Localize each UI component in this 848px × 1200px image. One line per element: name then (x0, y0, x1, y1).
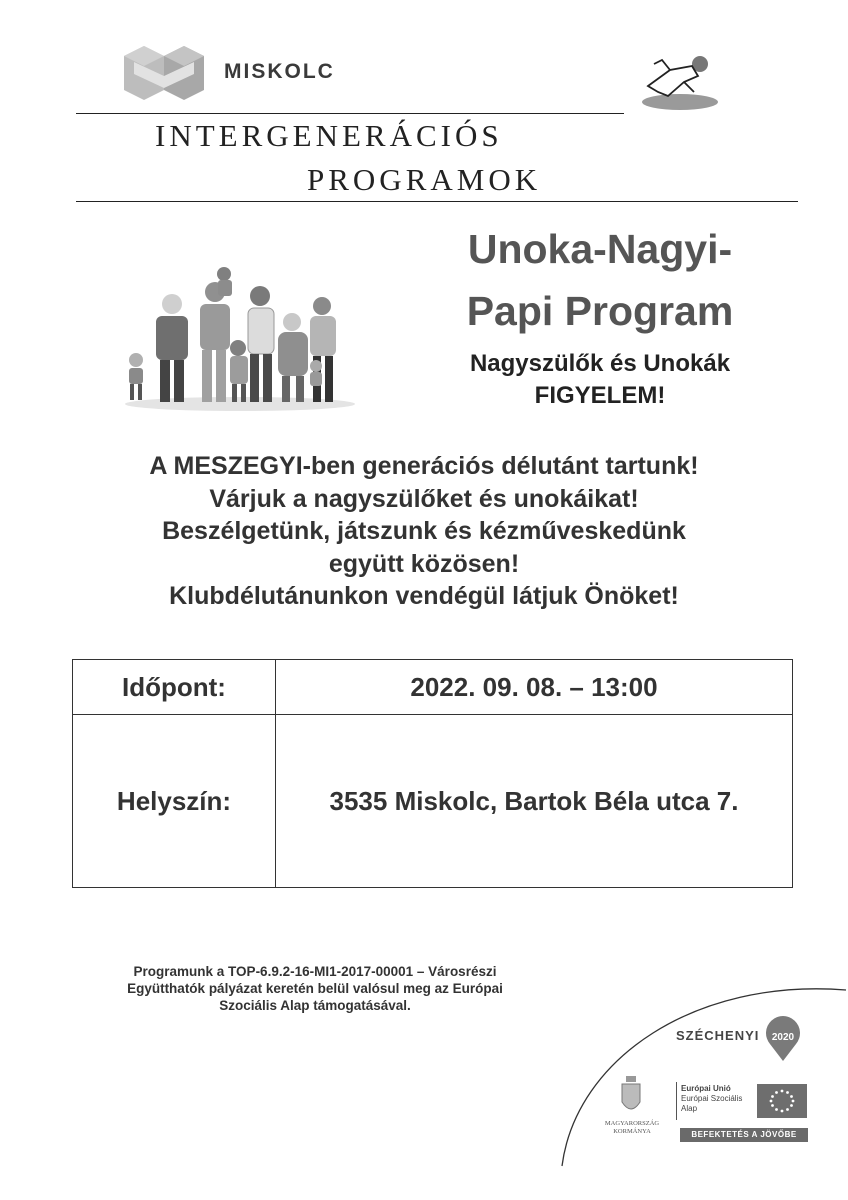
table-row-time (73, 660, 793, 715)
event-info-table (72, 659, 793, 888)
funding-line: Együtthatók pályázat keretén belül valósul meg az Európai (127, 981, 503, 996)
szechenyi-badge-text: 2020 (771, 1032, 795, 1043)
funding-notice (95, 963, 535, 1014)
event-title-line1: Unoka-Nagyi- (467, 226, 733, 272)
skateboarder-icon (640, 52, 720, 114)
event-title-line2: Papi Program (466, 288, 734, 334)
description-line: Várjuk a nagyszülőket és unokáikat! (209, 484, 639, 513)
table-row-place (73, 715, 793, 888)
brand-name: MISKOLC (224, 60, 335, 83)
funding-line: Szociális Alap támogatásával. (219, 998, 411, 1013)
eu-line: Európai Szociális (681, 1094, 743, 1103)
place-value: 3535 Miskolc, Bartok Béla utca 7. (276, 715, 793, 888)
invest-slogan: BEFEKTETÉS A JÖVŐBE (680, 1128, 808, 1142)
event-subtitle-line1: Nagyszülők és Unokák (469, 350, 731, 377)
family-illustration (120, 262, 360, 412)
funding-line: Programunk a TOP-6.9.2-16-MI1-2017-00001 – Városrészi (133, 964, 497, 979)
time-value: 2022. 09. 08. – 13:00 (276, 660, 793, 715)
miskolc-logo-icon (122, 46, 206, 100)
eu-line: Alap (681, 1104, 698, 1113)
time-label: Időpont: (73, 660, 276, 715)
event-title (420, 218, 780, 342)
event-description (40, 450, 808, 613)
event-subtitle-line2: FIGYELEM! (534, 382, 666, 409)
description-line: Klubdélutánunkon vendégül látjuk Önöket! (169, 582, 679, 610)
government-line: MAGYARORSZÁG (604, 1120, 660, 1127)
program-heading-line1: INTERGENERÁCIÓS (155, 118, 503, 153)
program-heading-line2: PROGRAMOK (307, 162, 542, 197)
event-subtitle (420, 348, 780, 412)
description-line: együtt közösen! (328, 549, 520, 578)
description-line: A MESZEGYI-ben generációs délutánt tartunk! (149, 452, 699, 480)
eu-flag-icon (757, 1084, 807, 1118)
government-label (598, 1120, 666, 1136)
eu-line: Európai Unió (681, 1084, 731, 1093)
header-rule-bottom (76, 201, 798, 202)
government-line: KORMÁNYA (613, 1128, 651, 1135)
coat-of-arms-icon (620, 1076, 642, 1116)
description-line: Beszélgetünk, játszunk és kézműveskedünk (162, 517, 686, 545)
szechenyi-2020-pin-icon (764, 1016, 802, 1062)
place-label: Helyszín: (73, 715, 276, 888)
szechenyi-label: SZÉCHENYI (676, 1028, 760, 1043)
eu-divider (676, 1082, 677, 1120)
header-rule-top (76, 113, 624, 114)
eu-label (681, 1084, 742, 1114)
